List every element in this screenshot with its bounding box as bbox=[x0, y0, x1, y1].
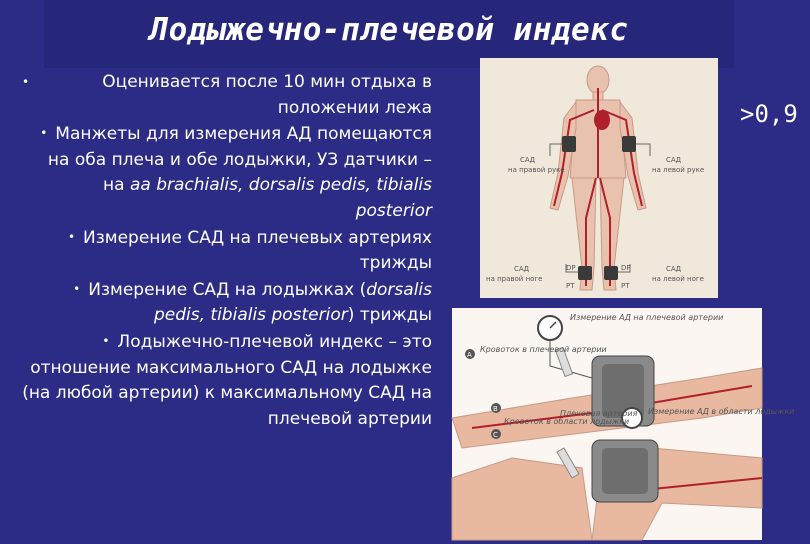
paragraph-4-text: Измерение САД на лодыжках ( bbox=[88, 279, 367, 300]
bullet: • bbox=[73, 281, 81, 296]
left-ankle-cuff bbox=[604, 266, 618, 280]
slide-title: Лодыжечно-плечевой индекс bbox=[149, 12, 629, 48]
right-ankle-cuff bbox=[578, 266, 592, 280]
measurement-diagram bbox=[452, 308, 795, 540]
svg-text:A: A bbox=[467, 351, 472, 359]
svg-text:C: C bbox=[493, 431, 498, 439]
body-diagram bbox=[480, 58, 718, 298]
label-right-arm-1: САД bbox=[520, 156, 536, 164]
text-block bbox=[22, 70, 432, 432]
label-left-arm-2: на левой руке bbox=[652, 166, 705, 174]
label-ankle-measure: Измерение АД в области лодыжки bbox=[648, 407, 795, 416]
bullet: • bbox=[67, 229, 76, 244]
right-arm-cuff bbox=[562, 136, 576, 152]
label-right-leg-2: на правой ноге bbox=[486, 275, 543, 283]
paragraph-2 bbox=[22, 121, 432, 224]
paragraph-4 bbox=[22, 277, 432, 329]
measurement-illustration bbox=[452, 308, 795, 540]
threshold-value: >0,9 bbox=[740, 100, 798, 128]
bullet: • bbox=[40, 126, 48, 141]
label-pt-left: PT bbox=[621, 282, 630, 290]
label-ankle-flow: Кровоток в области лодыжки bbox=[504, 417, 630, 426]
label-right-leg-1: САД bbox=[514, 265, 530, 273]
label-left-arm-1: САД bbox=[666, 156, 682, 164]
paragraph-4-after: ) трижды bbox=[347, 305, 432, 326]
paragraph-4-italic: dorsalis pedis, tibialis posterior bbox=[153, 279, 432, 326]
bullet: • bbox=[102, 333, 110, 348]
label-arm-measure: Измерение АД на плечевой артерии bbox=[570, 313, 724, 322]
left-arm-cuff bbox=[622, 136, 636, 152]
ankle-cuff-inner bbox=[602, 448, 648, 494]
label-brachial-flow: Кровоток в плечевой артерии bbox=[480, 345, 607, 354]
paragraph-2-italic: aa brachialis, dorsalis pedis, tibialis posterior bbox=[129, 175, 432, 221]
label-brachial-artery: Плечевая артерия bbox=[560, 409, 638, 418]
paragraph-1 bbox=[22, 70, 432, 121]
paragraph-5 bbox=[22, 329, 432, 432]
bullet: • bbox=[22, 75, 30, 89]
paragraph-2-text: Манжеты для измерения АД помещаются на оба плеча и обе лодыжки, УЗ датчики – на bbox=[47, 124, 432, 196]
paragraph-3-text: Измерение САД на плечевых артериях трижды bbox=[83, 227, 432, 274]
label-dp-left: DP bbox=[621, 264, 631, 272]
paragraph-1-text: Оценивается после 10 мин отдыха в положении лежа bbox=[102, 72, 432, 118]
paragraph-5-text: Лодыжечно-плечевой индекс – это отношение максимального САД на лодыжке (на любой артерии) к максимальному САД на плечевой артерии bbox=[22, 331, 432, 429]
label-pt-right: PT bbox=[566, 282, 575, 290]
label-right-arm-2: на правой руке bbox=[508, 166, 565, 174]
svg-text:B: B bbox=[493, 405, 498, 413]
label-dp-right: DP bbox=[566, 264, 576, 272]
body-cuffs-illustration bbox=[480, 58, 718, 298]
label-left-leg-2: на левой ноге bbox=[652, 275, 704, 283]
label-left-leg-1: САД bbox=[666, 265, 682, 273]
heart-icon bbox=[594, 110, 610, 130]
paragraph-3 bbox=[22, 225, 432, 277]
